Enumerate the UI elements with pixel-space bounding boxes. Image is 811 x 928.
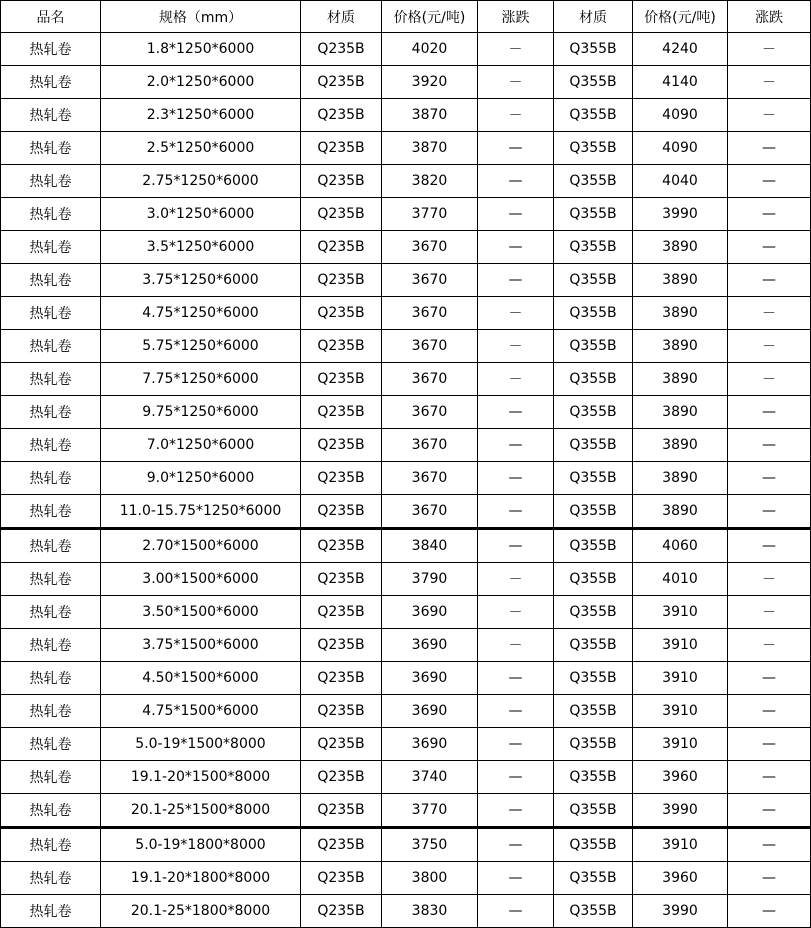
- cell-material-2: Q355B: [554, 132, 633, 165]
- cell-material-2: Q355B: [554, 495, 633, 529]
- cell-change-1: —: [478, 529, 554, 563]
- cell-price-2: 3910: [633, 695, 728, 728]
- cell-price-2: 3990: [633, 794, 728, 828]
- cell-spec: 4.75*1500*6000: [101, 695, 301, 728]
- cell-price-1: 3690: [382, 695, 478, 728]
- cell-material-2: Q355B: [554, 396, 633, 429]
- table-row: [1, 596, 811, 629]
- cell-change-1: —: [478, 695, 554, 728]
- cell-spec: 20.1-25*1800*8000: [101, 895, 301, 928]
- cell-price-1: 3670: [382, 231, 478, 264]
- cell-material-1: Q235B: [301, 33, 382, 66]
- cell-material-1: Q235B: [301, 297, 382, 330]
- cell-material-2: Q355B: [554, 165, 633, 198]
- cell-change-1: —: [478, 728, 554, 761]
- cell-material-2: Q355B: [554, 330, 633, 363]
- cell-material-2: Q355B: [554, 695, 633, 728]
- cell-product: 热轧卷: [1, 363, 101, 396]
- cell-material-1: Q235B: [301, 862, 382, 895]
- table-row: [1, 794, 811, 828]
- table-row: [1, 363, 811, 396]
- cell-change-1: —: [478, 495, 554, 529]
- cell-change-2: —: [728, 662, 811, 695]
- cell-material-1: Q235B: [301, 264, 382, 297]
- cell-material-1: Q235B: [301, 629, 382, 662]
- cell-change-2: －: [728, 330, 811, 363]
- cell-change-2: —: [728, 165, 811, 198]
- table-row: [1, 297, 811, 330]
- cell-change-1: —: [478, 198, 554, 231]
- cell-change-1: －: [478, 33, 554, 66]
- cell-change-2: —: [728, 396, 811, 429]
- table-row: [1, 198, 811, 231]
- cell-spec: 2.5*1250*6000: [101, 132, 301, 165]
- cell-spec: 4.75*1250*6000: [101, 297, 301, 330]
- cell-price-1: 3690: [382, 662, 478, 695]
- cell-material-1: Q235B: [301, 231, 382, 264]
- cell-material-1: Q235B: [301, 662, 382, 695]
- cell-change-1: —: [478, 662, 554, 695]
- cell-change-2: －: [728, 66, 811, 99]
- cell-change-2: —: [728, 264, 811, 297]
- cell-price-2: 3890: [633, 231, 728, 264]
- cell-spec: 5.0-19*1500*8000: [101, 728, 301, 761]
- cell-material-2: Q355B: [554, 231, 633, 264]
- cell-material-1: Q235B: [301, 66, 382, 99]
- cell-material-2: Q355B: [554, 99, 633, 132]
- table-row: [1, 264, 811, 297]
- cell-change-1: －: [478, 66, 554, 99]
- cell-change-1: —: [478, 231, 554, 264]
- table-row: [1, 66, 811, 99]
- cell-material-1: Q235B: [301, 462, 382, 495]
- table-row: [1, 165, 811, 198]
- cell-product: 热轧卷: [1, 429, 101, 462]
- cell-change-2: －: [728, 629, 811, 662]
- cell-spec: 7.75*1250*6000: [101, 363, 301, 396]
- cell-price-1: 3800: [382, 862, 478, 895]
- cell-price-1: 3820: [382, 165, 478, 198]
- cell-change-1: —: [478, 396, 554, 429]
- cell-change-1: －: [478, 563, 554, 596]
- cell-spec: 9.75*1250*6000: [101, 396, 301, 429]
- cell-price-2: 3910: [633, 728, 728, 761]
- cell-change-1: －: [478, 363, 554, 396]
- cell-change-1: －: [478, 99, 554, 132]
- cell-product: 热轧卷: [1, 396, 101, 429]
- cell-material-1: Q235B: [301, 761, 382, 794]
- cell-change-2: －: [728, 33, 811, 66]
- cell-product: 热轧卷: [1, 165, 101, 198]
- cell-price-2: 4010: [633, 563, 728, 596]
- cell-change-2: －: [728, 297, 811, 330]
- cell-change-1: －: [478, 330, 554, 363]
- cell-material-1: Q235B: [301, 198, 382, 231]
- cell-material-1: Q235B: [301, 728, 382, 761]
- cell-material-1: Q235B: [301, 596, 382, 629]
- header-price-2: 价格(元/吨): [633, 1, 728, 33]
- cell-change-2: —: [728, 761, 811, 794]
- table-row: [1, 33, 811, 66]
- cell-spec: 3.0*1250*6000: [101, 198, 301, 231]
- header-material-2: 材质: [554, 1, 633, 33]
- cell-product: 热轧卷: [1, 596, 101, 629]
- cell-material-2: Q355B: [554, 33, 633, 66]
- cell-spec: 9.0*1250*6000: [101, 462, 301, 495]
- cell-material-1: Q235B: [301, 363, 382, 396]
- cell-material-2: Q355B: [554, 264, 633, 297]
- cell-material-1: Q235B: [301, 165, 382, 198]
- cell-price-1: 3690: [382, 596, 478, 629]
- cell-price-2: 3890: [633, 363, 728, 396]
- cell-material-1: Q235B: [301, 330, 382, 363]
- header-material-1: 材质: [301, 1, 382, 33]
- cell-price-1: 3670: [382, 330, 478, 363]
- table-row: [1, 529, 811, 563]
- cell-price-2: 4090: [633, 99, 728, 132]
- table-row: [1, 629, 811, 662]
- cell-material-2: Q355B: [554, 66, 633, 99]
- cell-material-2: Q355B: [554, 529, 633, 563]
- cell-price-2: 3910: [633, 828, 728, 862]
- cell-price-2: 3890: [633, 264, 728, 297]
- table-row: [1, 828, 811, 862]
- cell-product: 热轧卷: [1, 828, 101, 862]
- cell-material-2: Q355B: [554, 629, 633, 662]
- table-row: [1, 495, 811, 529]
- cell-price-1: 3790: [382, 563, 478, 596]
- cell-product: 热轧卷: [1, 99, 101, 132]
- cell-material-2: Q355B: [554, 828, 633, 862]
- cell-change-2: －: [728, 363, 811, 396]
- cell-spec: 2.75*1250*6000: [101, 165, 301, 198]
- cell-product: 热轧卷: [1, 297, 101, 330]
- cell-price-1: 3670: [382, 363, 478, 396]
- table-row: [1, 231, 811, 264]
- cell-change-1: —: [478, 794, 554, 828]
- cell-product: 热轧卷: [1, 66, 101, 99]
- cell-spec: 20.1-25*1500*8000: [101, 794, 301, 828]
- cell-material-2: Q355B: [554, 198, 633, 231]
- cell-change-2: —: [728, 429, 811, 462]
- cell-change-2: —: [728, 132, 811, 165]
- table-row: [1, 132, 811, 165]
- cell-change-2: —: [728, 828, 811, 862]
- cell-price-2: 3990: [633, 198, 728, 231]
- table-row: [1, 895, 811, 928]
- cell-change-2: －: [728, 563, 811, 596]
- cell-change-1: —: [478, 862, 554, 895]
- cell-spec: 3.75*1250*6000: [101, 264, 301, 297]
- cell-price-2: 3890: [633, 396, 728, 429]
- cell-change-1: —: [478, 828, 554, 862]
- cell-material-1: Q235B: [301, 529, 382, 563]
- table-row: [1, 429, 811, 462]
- cell-material-1: Q235B: [301, 895, 382, 928]
- cell-product: 热轧卷: [1, 629, 101, 662]
- cell-product: 热轧卷: [1, 231, 101, 264]
- cell-material-2: Q355B: [554, 429, 633, 462]
- cell-change-2: —: [728, 198, 811, 231]
- cell-product: 热轧卷: [1, 495, 101, 529]
- cell-product: 热轧卷: [1, 662, 101, 695]
- cell-change-1: －: [478, 629, 554, 662]
- cell-price-1: 3670: [382, 495, 478, 529]
- cell-material-1: Q235B: [301, 695, 382, 728]
- cell-price-1: 3750: [382, 828, 478, 862]
- table-row: [1, 728, 811, 761]
- cell-change-1: —: [478, 895, 554, 928]
- cell-material-1: Q235B: [301, 828, 382, 862]
- cell-price-2: 3890: [633, 495, 728, 529]
- cell-change-2: —: [728, 495, 811, 529]
- cell-change-2: —: [728, 231, 811, 264]
- cell-change-1: —: [478, 761, 554, 794]
- cell-change-2: —: [728, 462, 811, 495]
- cell-product: 热轧卷: [1, 563, 101, 596]
- cell-product: 热轧卷: [1, 862, 101, 895]
- cell-spec: 2.3*1250*6000: [101, 99, 301, 132]
- header-price-1: 价格(元/吨): [382, 1, 478, 33]
- cell-material-1: Q235B: [301, 99, 382, 132]
- cell-material-2: Q355B: [554, 297, 633, 330]
- cell-spec: 3.75*1500*6000: [101, 629, 301, 662]
- cell-product: 热轧卷: [1, 761, 101, 794]
- cell-price-2: 4140: [633, 66, 728, 99]
- cell-spec: 19.1-20*1500*8000: [101, 761, 301, 794]
- cell-material-1: Q235B: [301, 132, 382, 165]
- cell-price-2: 4040: [633, 165, 728, 198]
- cell-price-2: 3990: [633, 895, 728, 928]
- cell-change-2: —: [728, 794, 811, 828]
- cell-price-1: 3870: [382, 99, 478, 132]
- cell-change-1: —: [478, 429, 554, 462]
- cell-change-2: —: [728, 895, 811, 928]
- cell-spec: 1.8*1250*6000: [101, 33, 301, 66]
- cell-material-1: Q235B: [301, 429, 382, 462]
- cell-price-2: 3960: [633, 761, 728, 794]
- cell-price-1: 3670: [382, 297, 478, 330]
- cell-price-1: 4020: [382, 33, 478, 66]
- cell-price-1: 3870: [382, 132, 478, 165]
- cell-product: 热轧卷: [1, 895, 101, 928]
- cell-price-2: 4240: [633, 33, 728, 66]
- cell-material-1: Q235B: [301, 794, 382, 828]
- cell-material-1: Q235B: [301, 563, 382, 596]
- cell-price-1: 3920: [382, 66, 478, 99]
- cell-product: 热轧卷: [1, 33, 101, 66]
- cell-product: 热轧卷: [1, 794, 101, 828]
- cell-product: 热轧卷: [1, 264, 101, 297]
- cell-material-2: Q355B: [554, 462, 633, 495]
- cell-price-1: 3670: [382, 429, 478, 462]
- cell-spec: 19.1-20*1800*8000: [101, 862, 301, 895]
- table-row: [1, 695, 811, 728]
- table-row: [1, 462, 811, 495]
- cell-spec: 4.50*1500*6000: [101, 662, 301, 695]
- cell-material-2: Q355B: [554, 596, 633, 629]
- cell-change-2: —: [728, 529, 811, 563]
- cell-material-2: Q355B: [554, 895, 633, 928]
- cell-change-1: —: [478, 165, 554, 198]
- header-change-2: 涨跌: [728, 1, 811, 33]
- cell-spec: 5.75*1250*6000: [101, 330, 301, 363]
- table-row: [1, 862, 811, 895]
- cell-change-2: —: [728, 695, 811, 728]
- header-change-1: 涨跌: [478, 1, 554, 33]
- cell-price-1: 3770: [382, 794, 478, 828]
- cell-change-1: －: [478, 596, 554, 629]
- cell-spec: 5.0-19*1800*8000: [101, 828, 301, 862]
- cell-product: 热轧卷: [1, 132, 101, 165]
- cell-material-1: Q235B: [301, 396, 382, 429]
- cell-material-2: Q355B: [554, 563, 633, 596]
- cell-spec: 11.0-15.75*1250*6000: [101, 495, 301, 529]
- cell-price-2: 3910: [633, 629, 728, 662]
- cell-price-2: 3890: [633, 429, 728, 462]
- table-row: [1, 330, 811, 363]
- cell-material-2: Q355B: [554, 794, 633, 828]
- cell-price-1: 3690: [382, 629, 478, 662]
- cell-change-2: －: [728, 596, 811, 629]
- cell-spec: 7.0*1250*6000: [101, 429, 301, 462]
- cell-price-2: 3890: [633, 330, 728, 363]
- cell-material-2: Q355B: [554, 862, 633, 895]
- cell-price-1: 3670: [382, 396, 478, 429]
- cell-product: 热轧卷: [1, 728, 101, 761]
- cell-price-1: 3740: [382, 761, 478, 794]
- cell-material-2: Q355B: [554, 761, 633, 794]
- table-row: [1, 761, 811, 794]
- cell-price-2: 4060: [633, 529, 728, 563]
- cell-product: 热轧卷: [1, 330, 101, 363]
- cell-material-2: Q355B: [554, 662, 633, 695]
- cell-price-2: 4090: [633, 132, 728, 165]
- cell-price-2: 3890: [633, 297, 728, 330]
- header-row: [1, 1, 811, 33]
- table-row: [1, 99, 811, 132]
- table-row: [1, 396, 811, 429]
- cell-price-2: 3910: [633, 662, 728, 695]
- cell-price-2: 3960: [633, 862, 728, 895]
- table-row: [1, 662, 811, 695]
- cell-change-2: —: [728, 862, 811, 895]
- cell-price-2: 3910: [633, 596, 728, 629]
- cell-change-1: —: [478, 264, 554, 297]
- cell-spec: 2.70*1500*6000: [101, 529, 301, 563]
- cell-spec: 3.50*1500*6000: [101, 596, 301, 629]
- cell-spec: 3.00*1500*6000: [101, 563, 301, 596]
- cell-change-2: —: [728, 728, 811, 761]
- cell-price-1: 3830: [382, 895, 478, 928]
- cell-price-1: 3670: [382, 462, 478, 495]
- cell-material-1: Q235B: [301, 495, 382, 529]
- cell-spec: 3.5*1250*6000: [101, 231, 301, 264]
- header-product: 品名: [1, 1, 101, 33]
- header-spec: 规格（mm）: [101, 1, 301, 33]
- cell-price-1: 3690: [382, 728, 478, 761]
- table-row: [1, 563, 811, 596]
- cell-product: 热轧卷: [1, 462, 101, 495]
- cell-product: 热轧卷: [1, 198, 101, 231]
- cell-price-1: 3840: [382, 529, 478, 563]
- cell-product: 热轧卷: [1, 695, 101, 728]
- cell-change-2: －: [728, 99, 811, 132]
- cell-price-1: 3770: [382, 198, 478, 231]
- cell-material-2: Q355B: [554, 363, 633, 396]
- cell-material-2: Q355B: [554, 728, 633, 761]
- cell-price-1: 3670: [382, 264, 478, 297]
- cell-price-2: 3890: [633, 462, 728, 495]
- cell-change-1: —: [478, 132, 554, 165]
- cell-change-1: —: [478, 462, 554, 495]
- cell-spec: 2.0*1250*6000: [101, 66, 301, 99]
- cell-product: 热轧卷: [1, 529, 101, 563]
- cell-change-1: －: [478, 297, 554, 330]
